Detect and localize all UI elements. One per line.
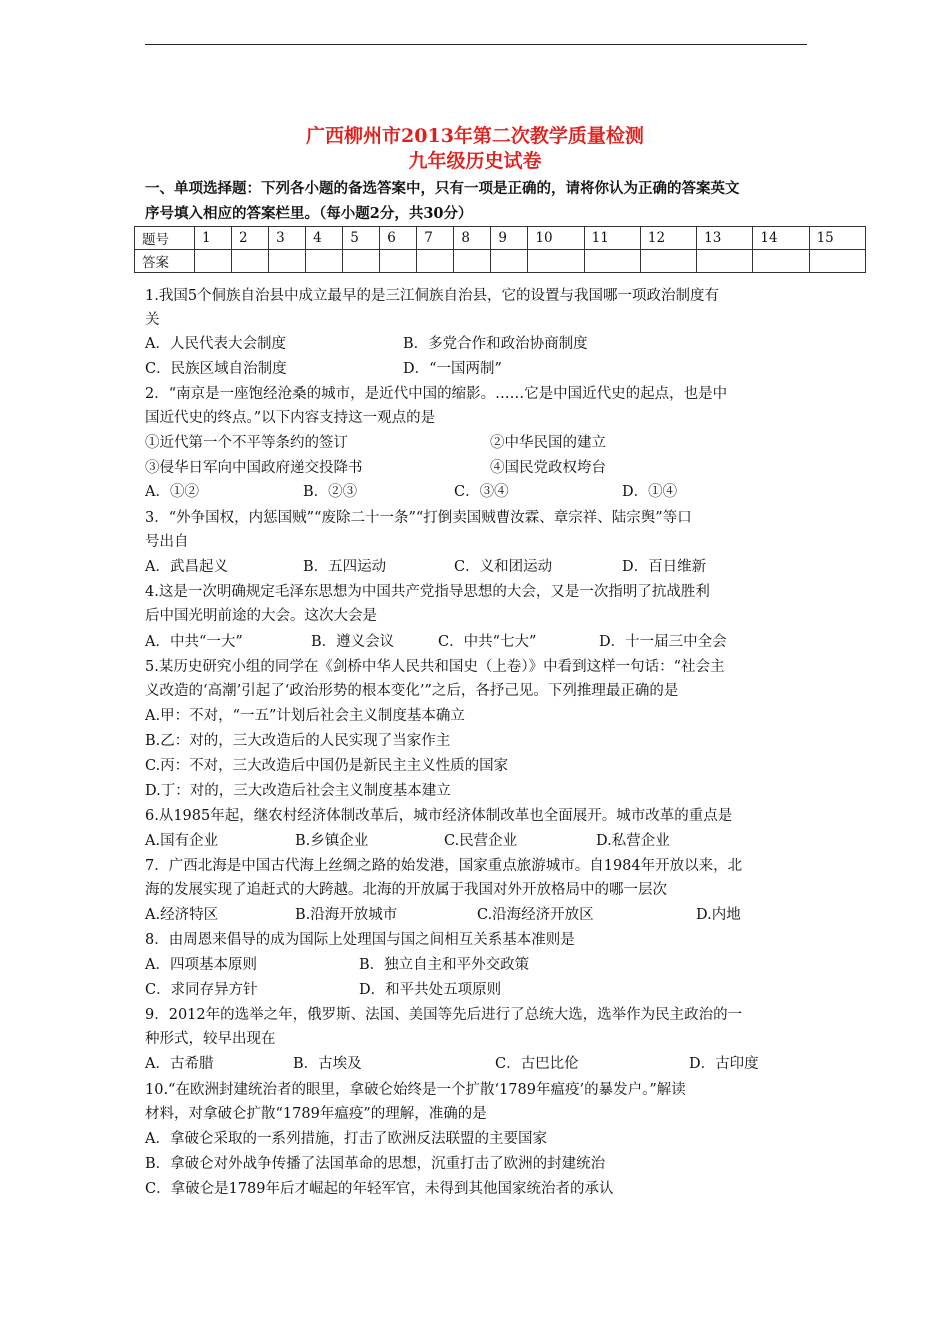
answer-cell[interactable]	[491, 250, 528, 273]
answer-cell[interactable]	[232, 250, 269, 273]
question-8-option-d: D．和平共处五项原则	[359, 982, 502, 998]
answer-cell[interactable]	[753, 250, 809, 273]
question-7-option-b: B.沿海开放城市	[295, 907, 398, 923]
answer-cell[interactable]	[528, 250, 584, 273]
question-10-stem: 10.“在欧洲封建统治者的眼里，拿破仑始终是一个扩散‘1789年瘟疫’的暴发户。”解读	[145, 1082, 686, 1098]
question-9-stem: 9．2012年的选举之年，俄罗斯、法国、美国等先后进行了总统大选，选举作为民主政治的一	[145, 1007, 743, 1023]
table-label-answer: 答案	[135, 250, 195, 273]
question-6-option-b: B.乡镇企业	[295, 833, 369, 849]
question-1-option-b: B．多党合作和政治协商制度	[403, 336, 588, 352]
question-9-stem-cont: 种形式，较早出现在	[145, 1031, 276, 1047]
question-5-stem: 5.某历史研究小组的同学在《剑桥中华人民共和国史（上卷）》中看到这样一句话：“社会主	[145, 659, 725, 675]
question-3-option-c: C．义和团运动	[454, 559, 553, 575]
table-number-cell: 10	[528, 227, 584, 250]
answer-table-answer-row	[135, 250, 866, 273]
question-3-stem: 3．“外争国权，内惩国贼”“废除二十一条”“打倒卖国贼曹汝霖、章宗祥、陆宗舆”等口	[145, 510, 692, 526]
question-5-option-d: D.丁：对的，三大改造后社会主义制度基本建立	[145, 783, 451, 799]
question-4-option-b: B．遵义会议	[311, 634, 395, 650]
answer-table	[134, 226, 866, 273]
table-number-cell: 2	[232, 227, 269, 250]
table-number-cell: 13	[697, 227, 753, 250]
question-7-option-a: A.经济特区	[145, 907, 219, 923]
question-2-item-2: ②中华民国的建立	[490, 435, 606, 451]
question-9-option-c: C．古巴比伦	[495, 1056, 579, 1072]
question-2-stem: 2．“南京是一座饱经沧桑的城市，是近代中国的缩影。……它是中国近代史的起点，也是中	[145, 386, 728, 402]
answer-cell[interactable]	[380, 250, 417, 273]
question-10-option-c: C．拿破仑是1789年后才崛起的年轻军官，未得到其他国家统治者的承认	[145, 1181, 614, 1197]
question-6-option-d: D.私营企业	[596, 833, 670, 849]
question-4-option-d: D．十一届三中全会	[599, 634, 727, 650]
question-8-stem: 8．由周恩来倡导的成为国际上处理国与国之间相互关系基本准则是	[145, 932, 575, 948]
answer-cell[interactable]	[269, 250, 306, 273]
question-2-option-d: D．①④	[622, 484, 678, 500]
answer-cell[interactable]	[697, 250, 753, 273]
question-4-option-c: C．中共“七大”	[438, 634, 537, 650]
answer-cell[interactable]	[195, 250, 232, 273]
question-5-stem-cont: 义改造的‘高潮’引起了‘政治形势的根本变化’”之后，各抒己见。下列推理最正确的是	[145, 683, 679, 699]
question-2-item-1: ①近代第一个不平等条约的签订	[145, 435, 348, 451]
question-3-option-a: A．武昌起义	[145, 559, 228, 575]
table-number-cell: 1	[195, 227, 232, 250]
question-2-item-3: ③侵华日军向中国政府递交投降书	[145, 460, 363, 476]
question-10-option-b: B．拿破仑对外战争传播了法国革命的思想，沉重打击了欧洲的封建统治	[145, 1156, 606, 1172]
question-8-option-b: B．独立自主和平外交政策	[359, 957, 530, 973]
table-number-cell: 4	[306, 227, 343, 250]
table-number-cell: 11	[584, 227, 640, 250]
question-3-stem-cont: 号出自	[145, 534, 189, 550]
table-label-number: 题号	[135, 227, 195, 250]
header-rule	[145, 44, 807, 45]
question-2-option-a: A．①②	[145, 484, 199, 500]
table-number-cell: 14	[753, 227, 809, 250]
question-8-option-a: A．四项基本原则	[145, 957, 257, 973]
question-7-stem: 7．广西北海是中国古代海上丝绸之路的始发港，国家重点旅游城市。自1984年开放以来，北	[145, 858, 743, 874]
exam-title: 广西柳州市2013年第二次教学质量检测	[306, 125, 644, 147]
question-3-option-d: D．百日维新	[622, 559, 707, 575]
question-9-option-b: B．古埃及	[293, 1056, 362, 1072]
section-instructions-line2: 序号填入相应的答案栏里。（每小题2分，共30分）	[145, 205, 473, 222]
question-1-option-c: C．民族区域自治制度	[145, 361, 287, 377]
question-2-stem-cont: 国近代史的终点。”以下内容支持这一观点的是	[145, 410, 436, 426]
question-1-stem: 1.我国5个侗族自治县中成立最早的是三江侗族自治县，它的设置与我国哪一项政治制度有	[145, 288, 720, 304]
question-10-stem-cont: 材料，对拿破仑扩散“1789年瘟疫”的理解，准确的是	[145, 1106, 487, 1122]
answer-cell[interactable]	[417, 250, 454, 273]
question-2-item-4: ④国民党政权垮台	[490, 460, 606, 476]
table-number-cell: 15	[809, 227, 865, 250]
answer-cell[interactable]	[306, 250, 343, 273]
question-5-option-c: C.丙：不对，三大改造后中国仍是新民主主义性质的国家	[145, 758, 509, 774]
question-6-option-c: C.民营企业	[444, 833, 518, 849]
question-8-option-c: C．求同存异方针	[145, 982, 258, 998]
answer-cell[interactable]	[343, 250, 380, 273]
question-7-option-c: C.沿海经济开放区	[477, 907, 594, 923]
question-1-stem-cont: 关	[145, 312, 160, 328]
answer-cell[interactable]	[454, 250, 491, 273]
question-9-option-d: D．古印度	[689, 1056, 759, 1072]
question-2-option-c: C．③④	[454, 484, 509, 500]
question-5-option-b: B.乙：对的，三大改造后的人民实现了当家作主	[145, 733, 451, 749]
answer-cell[interactable]	[584, 250, 640, 273]
answer-cell[interactable]	[640, 250, 696, 273]
table-number-cell: 8	[454, 227, 491, 250]
table-number-cell: 3	[269, 227, 306, 250]
answer-table-number-row	[135, 227, 866, 250]
question-4-option-a: A．中共“一大”	[145, 634, 243, 650]
question-7-option-d: D.内地	[696, 907, 741, 923]
question-3-option-b: B．五四运动	[303, 559, 387, 575]
table-number-cell: 5	[343, 227, 380, 250]
table-number-cell: 7	[417, 227, 454, 250]
answer-cell[interactable]	[809, 250, 865, 273]
question-4-stem: 4.这是一次明确规定毛泽东思想为中国共产党指导思想的大会，又是一次指明了抗战胜利	[145, 584, 710, 600]
question-2-option-b: B．②③	[303, 484, 358, 500]
table-number-cell: 12	[640, 227, 696, 250]
question-7-stem-cont: 海的发展实现了追赶式的大跨越。北海的开放属于我国对外开放格局中的哪一层次	[145, 882, 667, 898]
question-9-option-a: A．古希腊	[145, 1056, 214, 1072]
question-5-option-a: A.甲：不对，“一五”计划后社会主义制度基本确立	[145, 708, 465, 724]
question-10-option-a: A．拿破仑采取的一系列措施，打击了欧洲反法联盟的主要国家	[145, 1131, 547, 1147]
question-6-stem: 6.从1985年起，继农村经济体制改革后，城市经济体制改革也全面展开。城市改革的重点是	[145, 808, 733, 824]
question-1-option-a: A．人民代表大会制度	[145, 336, 286, 352]
section-instructions-line1: 一、单项选择题：下列各小题的备选答案中，只有一项是正确的，请将你认为正确的答案英文	[145, 180, 740, 197]
table-number-cell: 9	[491, 227, 528, 250]
table-number-cell: 6	[380, 227, 417, 250]
question-1-option-d: D．“一国两制”	[403, 361, 502, 377]
question-4-stem-cont: 后中国光明前途的大会。这次大会是	[145, 608, 377, 624]
exam-subtitle: 九年级历史试卷	[408, 150, 542, 172]
question-6-option-a: A.国有企业	[145, 833, 219, 849]
